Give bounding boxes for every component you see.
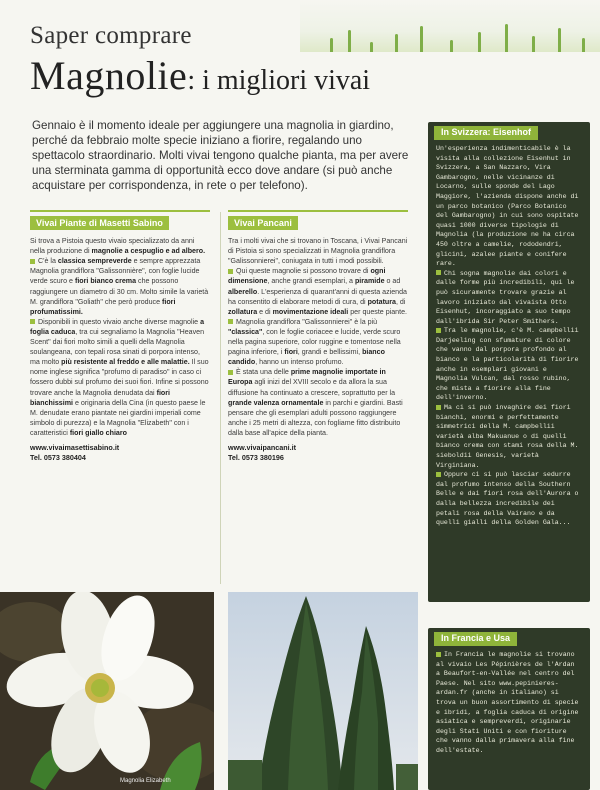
bullet-icon: [436, 652, 441, 657]
sidebar1-paragraph: Ma ci si può invaghire dei fiori bianchi, enormi e perfettamente simmetrici della M. campbellii varietà alba Makuanue o di quelli bianco crema con stami rosa della M. sieboldii Genesis, varietà Virginiana.: [436, 404, 579, 469]
column-pancani: [228, 216, 408, 463]
column-masetti: [30, 216, 210, 463]
sidebar-france-usa: [428, 628, 590, 790]
sidebar2-tab: In Francia e Usa: [434, 632, 517, 646]
col1-rule: [30, 210, 210, 212]
bullet-icon: [436, 270, 441, 275]
bullet-icon: [30, 259, 35, 264]
page-title: [30, 52, 370, 99]
trees-image: [228, 592, 418, 790]
sidebar1-paragraph: Chi sogna magnolie dai colori e dalle forme più incredibili, qui le può sicuramente trovare grazie al lavoro iniziato dal vivaista Otto Eisenhut, incoraggiato a suo tempo dall'ibrida Sir Peter Smithers.: [436, 269, 575, 325]
column-divider: [220, 212, 221, 584]
title-rest: : i migliori vivai: [187, 65, 371, 96]
magnolia-flower-photo: [0, 592, 214, 790]
bullet-icon: [436, 405, 441, 410]
col2-paragraph: È stata una delle prime magnolie importate in Europa agli inizi del XVIII secolo e da allora la sua diffusione ha continuato a crescere, soprattutto per la grande valenza ornamentale in parchi e giardini. Basti pensare che gli esemplari adulti possono raggiungere anche i 25 metri di altezza, con fogliame fitto distribuito dalla base all'apice della pianta.: [228, 368, 403, 437]
title-main: Magnolie: [30, 53, 188, 98]
col2-rule: [228, 210, 408, 212]
bullet-icon: [228, 319, 233, 324]
photo-caption: Magnolia Elizabeth: [120, 778, 171, 784]
col1-paragraph: Si trova a Pistoia questo vivaio specializzato da anni nella produzione di magnolie a cespuglio e ad albero.: [30, 237, 206, 256]
header-grass-art: [300, 0, 600, 52]
bullet-icon: [228, 269, 233, 274]
flower-image: [0, 592, 214, 790]
sidebar-switzerland: [428, 122, 590, 602]
col2-website-link[interactable]: www.vivaipancani.it: [228, 442, 297, 452]
bullet-icon: [30, 319, 35, 324]
intro-paragraph: Gennaio è il momento ideale per aggiungere una magnolia in giardino, perché da febbraio molte specie iniziano a fiorire, regalando uno spettacolo straordinario. Molti vivai tengono qualche pianta, ma per avere una sterminata gamma di opportunità ecco dove andare (si può anche acquistare per corrispondenza, in rete o per telefono).: [32, 119, 409, 192]
sidebar1-tab: In Svizzera: Eisenhof: [434, 126, 538, 140]
col2-heading: Vivai Pancani: [228, 216, 298, 230]
bullet-icon: [228, 370, 233, 375]
col1-heading: Vivai Piante di Masetti Sabino: [30, 216, 169, 230]
bullet-icon: [436, 328, 441, 333]
col2-contact: [228, 443, 408, 463]
section-kicker: Saper comprare: [30, 22, 192, 49]
col1-paragraph: Disponibili in questo vivaio anche diverse magnolie a foglia caduca, tra cui segnaliamo la Magnolia "Heaven Scent" dai fiori molto simili a quelli della Magnolia soulangeana, con tepali rosa sinati di porpora intenso, ma molto più resistente al freddo e alle malattie. Il suo nome inglese significa "profumo di paradiso" in caso ci fossero dubbi sul profumo dei suoi fiori. Infine si possono trovare anche la Magnolia denudata dai fiori bianchissimi e originaria della Cina (in questo paese le M. denudate erano piantate nei giardini imperiali come simbolo di purezza) e la Magnolia "Elizabeth" con i caratteristici fiori giallo chiaro: [30, 317, 209, 437]
sidebar1-paragraph: Oppure ci si può lasciar sedurre dal profumo intenso della Southern Belle e dai fiori rosa dell'Aurora o dalla bellezza incredibile dei petali rosa della Vairano e da quelli gialli della Golden Gala...: [436, 471, 579, 527]
col2-paragraph: Magnolia grandiflora "Galissonnierei" è la più "classica", con le foglie coriacee e lucide, verde scuro nella pagina superiore, color ruggine e tomentose nella pagina inferiore, i fiori, grandi e bellissimi, bianco candido, hanno un intenso profumo.: [228, 317, 401, 367]
col1-paragraph: C'è la classica sempreverde e sempre apprezzata Magnolia grandiflora "Galissonnière", con foglie lucide verde scuro e fiori bianco crema che possono raggiungere un diametro di 30 cm. Molto simile la varietà M. grandiflora "Goliath" che però produce fiori profumatissimi.: [30, 257, 209, 316]
col1-contact: [30, 443, 210, 463]
col1-phone: Tel. 0573 380404: [30, 452, 86, 462]
sidebar1-paragraph: Un'esperienza indimenticabile è la visita alla collezione Eisenhut in Svizzera, a San Nazzaro, Vira Gambarogno, nelle vicinanze di Locarno, sulle sponde del Lago Maggiore, l'azienda dispone anche di un parco botanico (Parco Botanico del Gambarogno) in cui sono ospitate quasi 1000 diverse tipologie di Magnolia (la produzione ne ha circa 450 oltre a camelie, rododendri, glicini, azalee piante e conifere rare.: [436, 145, 579, 268]
sidebar1-paragraph: Tra le magnolie, c'è M. campbellii Darjeeling con sfumature di colore che vanno dal porpora profondo al bianco e la particolarità di fiorire anche in esemplari giovani e Magnolia Vulcan, dal rosso rubino, che mista a fiorire alla fine dell'inverno.: [436, 327, 579, 402]
col2-phone: Tel. 0573 380196: [228, 452, 284, 462]
magnolia-trees-photo: [228, 592, 418, 790]
bullet-icon: [436, 472, 441, 477]
col1-website-link[interactable]: www.vivaimasettisabino.it: [30, 442, 120, 452]
col2-paragraph: Tra i molti vivai che si trovano in Toscana, i Vivai Pancani di Pistoia si sono specializzati in Magnolia grandiflora "Galissonnierei", coniugata in tutti i modi possibili.: [228, 237, 408, 266]
col2-paragraph: Qui queste magnolie si possono trovare di ogni dimensione, anche grandi esemplari, a piramide o ad alberello. L'esperienza di quarant'anni di questa azienda ha consentito di elaborare metodi di cura, di potatura, di zollatura e di movimentazione ideali per queste piante.: [228, 267, 408, 316]
sidebar2-paragraph: In Francia le magnolie si trovano al vivaio Les Pépinières de l'Ardan a Beaufort-en-Vallée nel centro del Paese. Nel sito www.pepinieres-ardan.fr (anche in italiano) si trova un buon assortimento di specie e ibridi, a foglia caduca di origine asiatica e sempreverdi, originarie degli Stati Uniti e con fioriture che vanno dalla primavera alla fine dell'estate.: [436, 651, 579, 754]
